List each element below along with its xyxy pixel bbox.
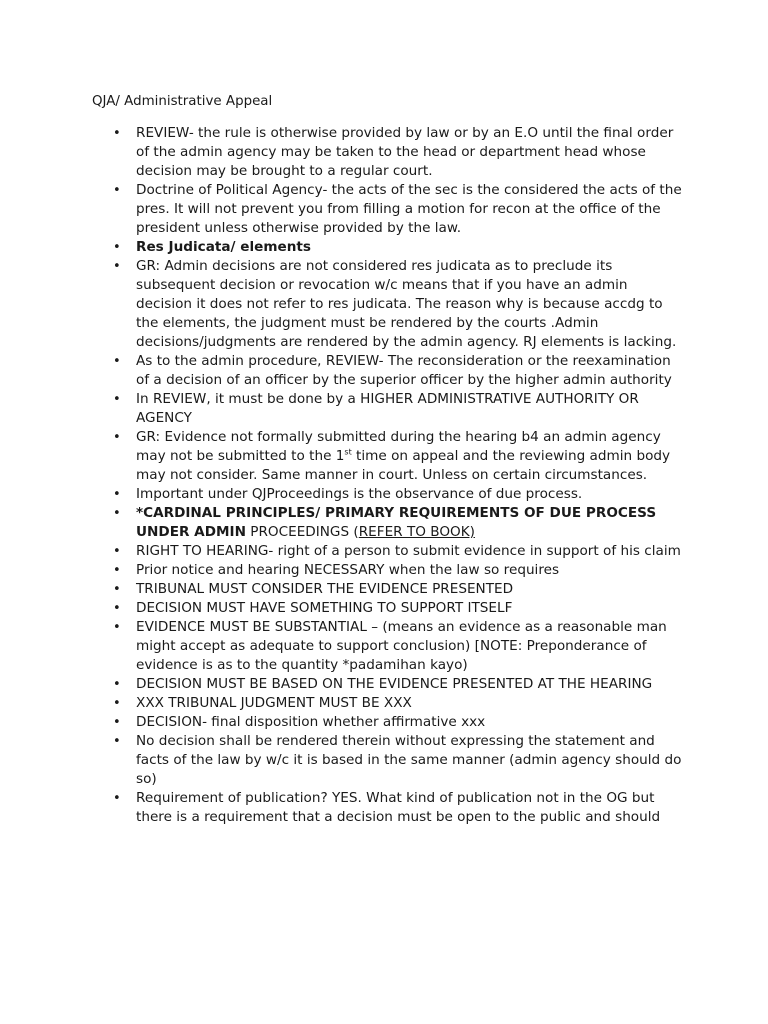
list-item-text: XXX TRIBUNAL JUDGMENT MUST BE XXX: [136, 695, 412, 711]
list-item-text: Requirement of publication? YES. What kind of publication not in the OG but there is a requirement that a decision must be open to the public and should: [136, 790, 661, 825]
bullet-icon: •: [113, 734, 121, 749]
list-item-text: GR: Admin decisions are not considered res judicata as to preclude its subsequent decision or revocation w/c means that if you have an admin decision it does not refer to res judicata. The reason why is because accdg to the elements, the judgment must be rendered by the courts .Admin decisions/judgments are rendered by the admin agency. RJ elements is lacking.: [136, 258, 677, 350]
bullet-icon: •: [113, 620, 121, 635]
list-item: [113, 732, 684, 789]
list-item-text: DECISION- final disposition whether affirmative xxx: [136, 714, 486, 730]
list-item: [113, 181, 684, 238]
bullet-icon: •: [113, 544, 121, 559]
bullet-icon: •: [113, 392, 121, 407]
list-item-text: As to the admin procedure, REVIEW- The reconsideration or the reexamination of a decision of an officer by the superior officer by the higher admin authority: [136, 353, 672, 388]
list-item-text: REVIEW- the rule is otherwise provided by law or by an E.O until the final order of the admin agency may be taken to the head or department head whose decision may be brought to a regular court.: [136, 125, 674, 179]
list-item-text: EVIDENCE MUST BE SUBSTANTIAL – (means an evidence as a reasonable man might accept as adequate to support conclusion) [NOTE: Preponderance of evidence is as to the quantity *padamihan kayo): [136, 619, 667, 673]
list-item: [113, 789, 684, 827]
list-item-text: RIGHT TO HEARING- right of a person to submit evidence in support of his claim: [136, 543, 681, 559]
list-item: [113, 238, 684, 257]
list-item-text: PROCEEDINGS (: [245, 524, 359, 540]
bullet-icon: •: [113, 354, 121, 369]
list-item: [113, 561, 684, 580]
list-item-text: Prior notice and hearing NECESSARY when the law so requires: [136, 562, 560, 578]
list-item-text: No decision shall be rendered therein without expressing the statement and facts of the law by w/c it is based in the same manner (admin agency should do so): [136, 733, 682, 787]
list-item-text: TRIBUNAL MUST CONSIDER THE EVIDENCE PRESENTED: [136, 581, 514, 597]
list-item: [113, 713, 684, 732]
bullet-icon: •: [113, 791, 121, 806]
list-item-heading: *CARDINAL PRINCIPLES/ PRIMARY REQUIREMENTS OF DUE PROCESS UNDER ADMIN: [136, 505, 657, 540]
bullet-icon: •: [113, 240, 121, 255]
bullet-icon: •: [113, 715, 121, 730]
bullet-icon: •: [113, 183, 121, 198]
bullet-icon: •: [113, 563, 121, 578]
list-item: [113, 618, 684, 675]
list-item-text: In REVIEW, it must be done by a HIGHER ADMINISTRATIVE AUTHORITY OR AGENCY: [136, 391, 639, 426]
bullet-icon: •: [113, 582, 121, 597]
list-item: [113, 580, 684, 599]
list-item: [113, 124, 684, 181]
bullet-icon: •: [113, 259, 121, 274]
bullet-icon: •: [113, 696, 121, 711]
list-item: [113, 485, 684, 504]
list-item-text: time on appeal and the reviewing admin body may not consider. Same manner in court. Unless on certain circumstances.: [136, 448, 671, 483]
list-item: [113, 428, 684, 485]
bullet-icon: •: [113, 601, 121, 616]
bullet-icon: •: [113, 487, 121, 502]
bullet-list: [113, 124, 684, 827]
bullet-icon: •: [113, 126, 121, 141]
list-item-text: Important under QJProceedings is the observance of due process.: [136, 486, 583, 502]
bullet-icon: •: [113, 506, 121, 521]
book-reference: REFER TO BOOK): [358, 524, 475, 540]
list-item: [113, 352, 684, 390]
list-item: [113, 694, 684, 713]
bullet-icon: •: [113, 430, 121, 445]
list-item-text: DECISION MUST HAVE SOMETHING TO SUPPORT ITSELF: [136, 600, 513, 616]
document-title: QJA/ Administrative Appeal: [92, 94, 273, 109]
list-item-text: Res Judicata/ elements: [136, 239, 311, 255]
list-item: [113, 504, 684, 542]
list-item: [113, 257, 684, 352]
list-item: [113, 599, 684, 618]
bullet-icon: •: [113, 677, 121, 692]
list-item-text: GR: Evidence not formally submitted during the hearing b4 an admin agency may not be submitted to the 1: [136, 429, 661, 464]
list-item: [113, 675, 684, 694]
ordinal-suffix: st: [344, 447, 352, 457]
list-item-text: Doctrine of Political Agency- the acts of the sec is the considered the acts of the pres. It will not prevent you from filling a motion for recon at the office of the president unless otherwise provided by the law.: [136, 182, 682, 236]
list-item: [113, 390, 684, 428]
list-item-text: DECISION MUST BE BASED ON THE EVIDENCE PRESENTED AT THE HEARING: [136, 676, 653, 692]
list-item: [113, 542, 684, 561]
